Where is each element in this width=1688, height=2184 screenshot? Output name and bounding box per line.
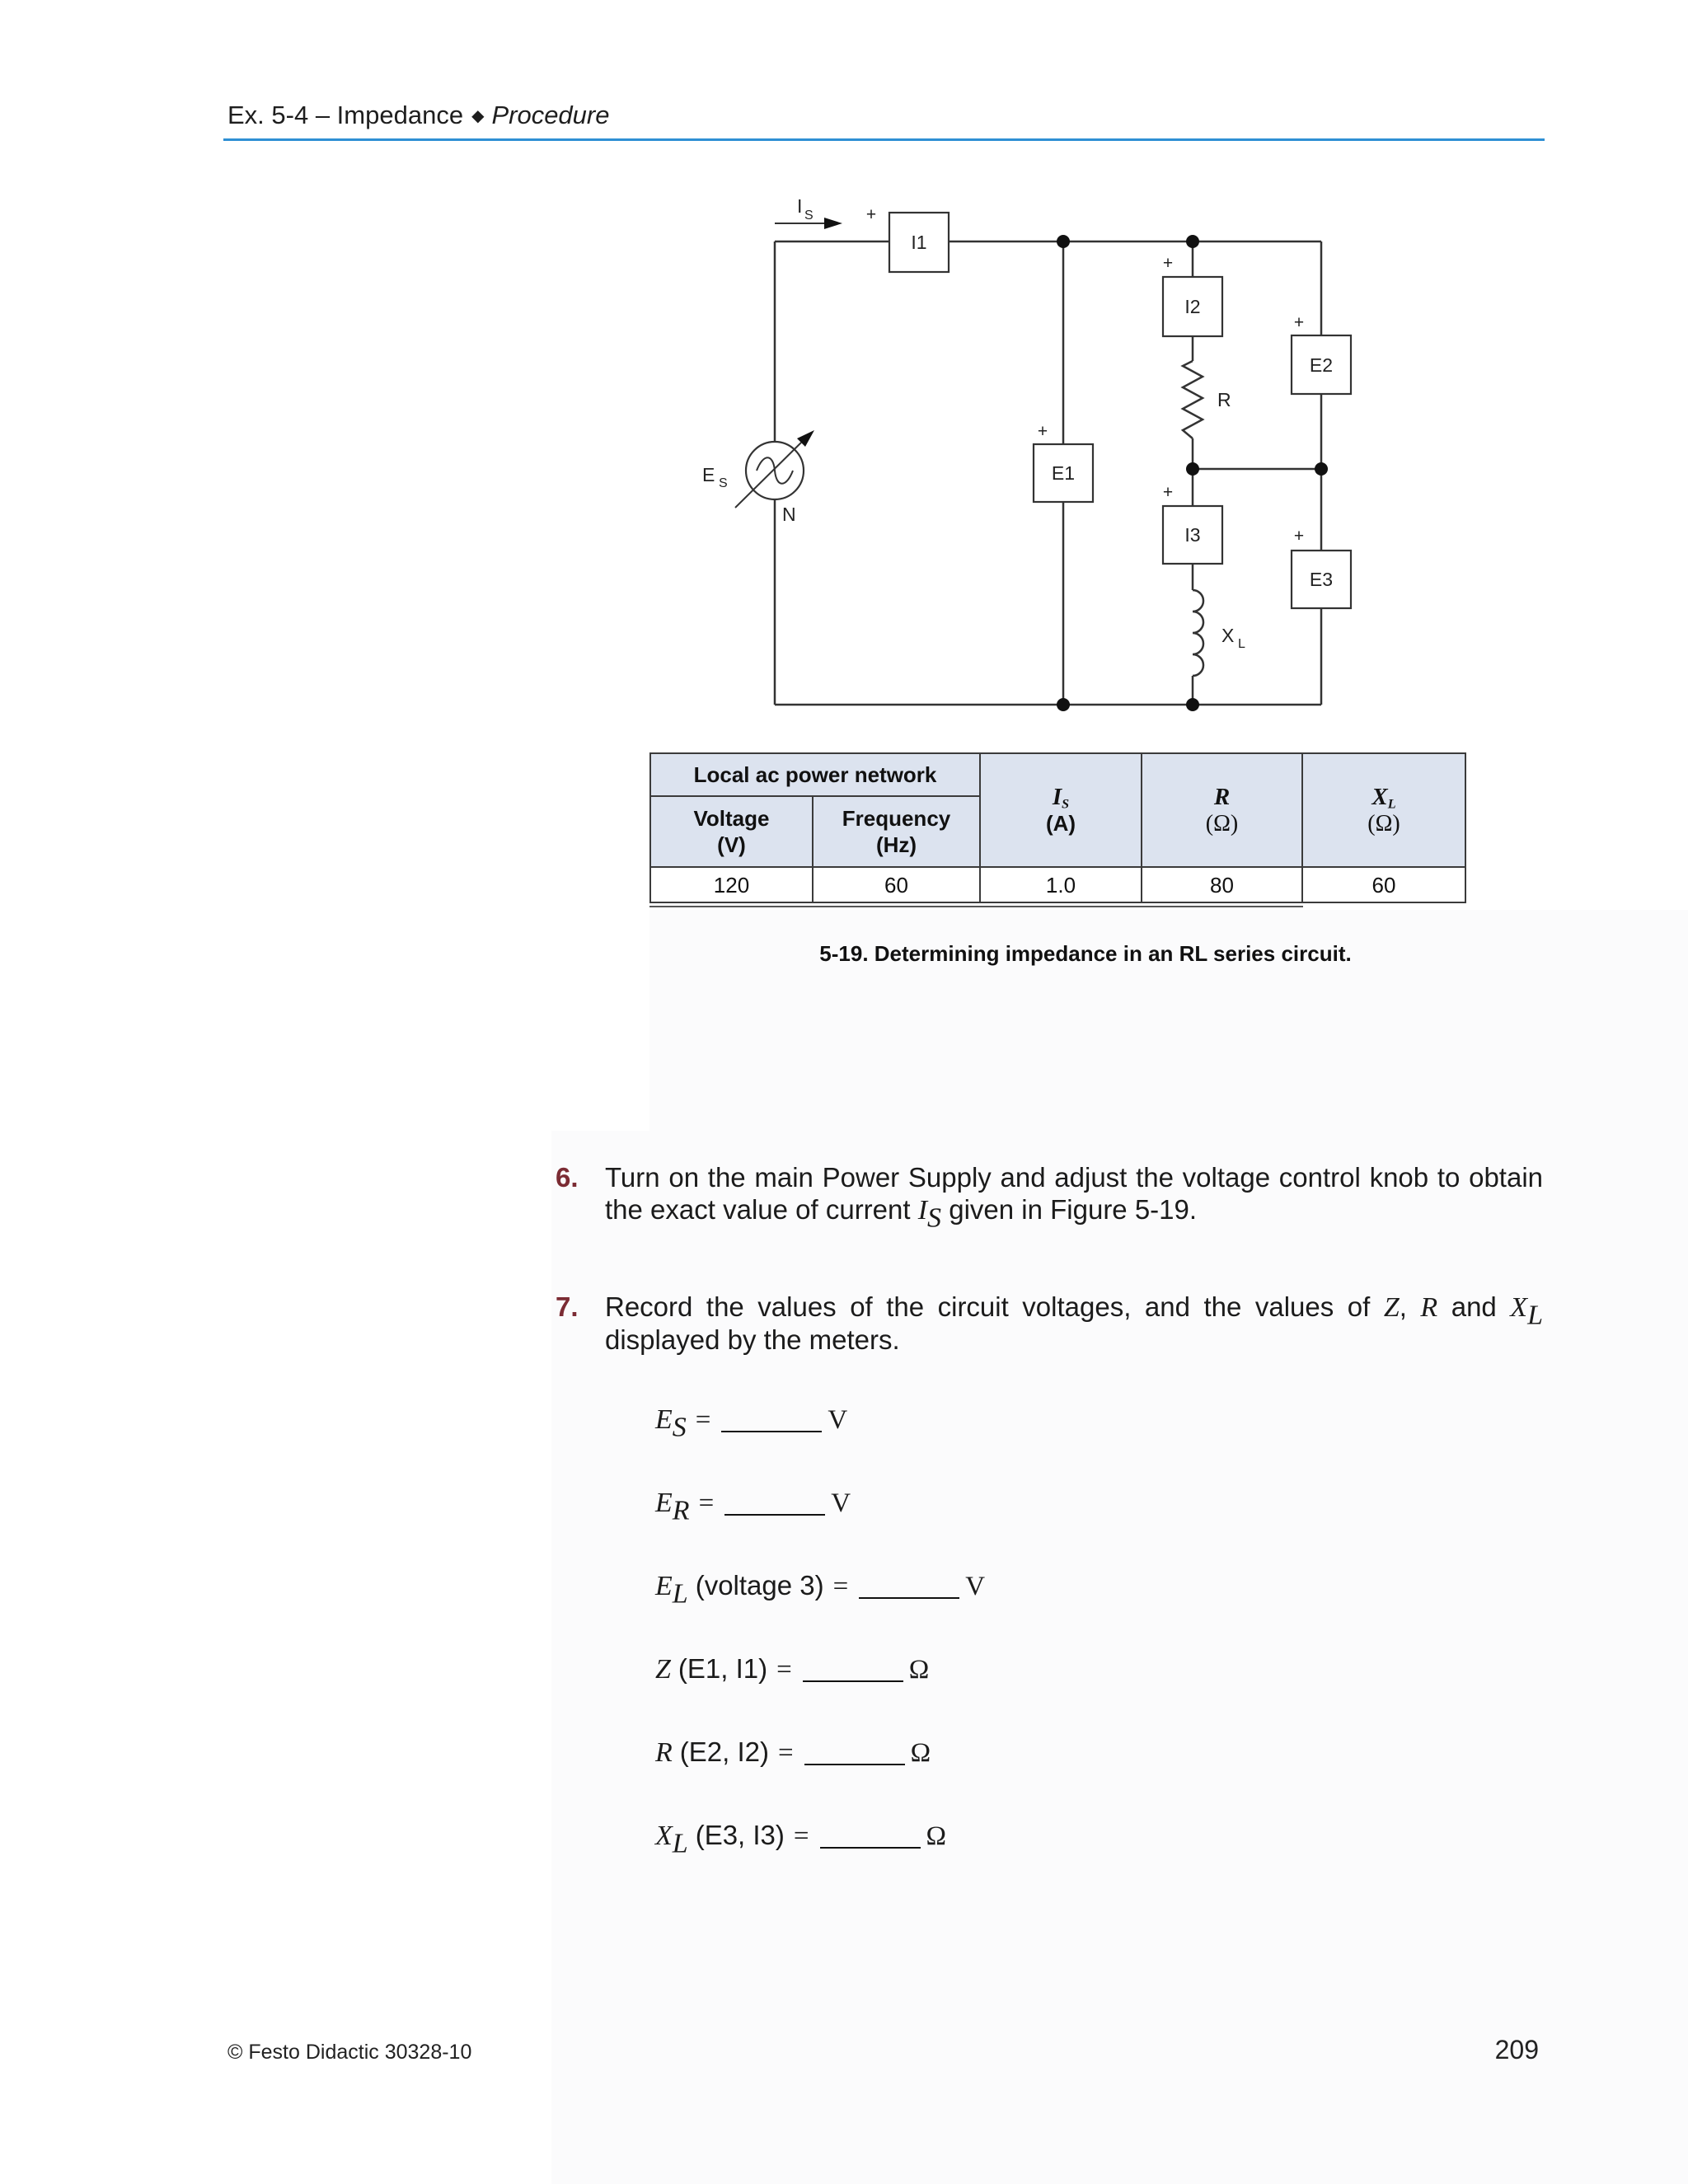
measurement-row-r — [655, 1736, 985, 1819]
parameter-table — [649, 752, 1466, 903]
meter-label-i3: I3 — [1184, 524, 1201, 546]
ac-source-symbol — [735, 430, 814, 508]
table-header-current — [980, 753, 1142, 867]
table-row — [650, 867, 1465, 902]
measurement-unit: V — [965, 1572, 986, 1601]
polarity-plus-e1: + — [1037, 422, 1048, 441]
meter-label-i1: I1 — [911, 232, 927, 253]
source-current-label-sub: S — [804, 209, 814, 223]
measurement-row-z — [655, 1652, 985, 1736]
header-unit: (Ω) — [1367, 810, 1400, 837]
header-symbol: X — [1372, 783, 1388, 810]
circuit-diagram — [676, 181, 1385, 725]
meter-label-i2: I2 — [1184, 296, 1201, 317]
step-text-part: displayed by the meters. — [605, 1324, 900, 1355]
inductor-symbol — [1193, 590, 1203, 676]
table-cell-reactance: 60 — [1302, 867, 1465, 902]
node-dot — [1186, 462, 1199, 476]
polarity-plus-i2: + — [1162, 254, 1174, 273]
inductor-label: X — [1221, 625, 1235, 646]
measurement-row-es — [655, 1403, 985, 1486]
meter-label-e2: E2 — [1309, 354, 1334, 376]
measurement-symbol-sub: S — [672, 1412, 687, 1443]
header-unit: (A) — [1045, 811, 1076, 836]
equals-sign: = — [793, 1821, 809, 1851]
measurement-label: (E2, I2) — [679, 1736, 769, 1767]
measurement-label: (E1, I1) — [678, 1653, 768, 1684]
measurement-row-el — [655, 1569, 985, 1652]
measurement-symbol: R — [655, 1737, 673, 1768]
header-unit: (Ω) — [1205, 810, 1239, 837]
symbol-current: I — [917, 1195, 928, 1226]
step-number: 6. — [556, 1162, 579, 1193]
step-text-part: and — [1437, 1291, 1511, 1322]
table-header-frequency — [813, 796, 980, 867]
step-text-part: , — [1399, 1291, 1421, 1322]
answer-blank — [721, 1431, 822, 1432]
symbol-resistance: R — [1420, 1292, 1438, 1323]
header-unit: (V) — [717, 832, 746, 857]
neutral-label: N — [782, 504, 796, 525]
measurement-symbol: X — [655, 1821, 673, 1851]
measurement-unit: Ω — [908, 1655, 930, 1685]
table-header-voltage — [650, 796, 813, 867]
arrowhead-icon — [824, 218, 842, 229]
node-dot — [1315, 462, 1328, 476]
measurement-unit: V — [828, 1405, 848, 1435]
table-bottom-rule — [649, 906, 1303, 907]
measurement-unit: Ω — [926, 1821, 947, 1851]
measurement-label: (E3, I3) — [695, 1820, 785, 1850]
polarity-plus-i3: + — [1162, 483, 1174, 502]
equals-sign: = — [776, 1655, 792, 1685]
step-number: 7. — [556, 1291, 579, 1322]
answer-blank — [803, 1680, 903, 1682]
meter-boxes — [889, 213, 1351, 608]
answer-blank — [804, 1764, 905, 1765]
table-cell-current: 1.0 — [980, 867, 1142, 902]
symbol-impedance: Z — [1383, 1292, 1400, 1323]
table-cell-resistance: 80 — [1142, 867, 1302, 902]
figure-caption: 5-19. Determining impedance in an RL series circuit. — [819, 941, 1352, 966]
header-symbol-sub: L — [1387, 797, 1396, 811]
resistor-symbol — [1183, 361, 1203, 438]
answer-blank — [724, 1514, 825, 1516]
measurement-list — [655, 1403, 985, 1902]
step-text-part: Turn on the main Power Supply and adjust the voltage control knob to obtain the exact value of current — [605, 1162, 1543, 1225]
symbol-reactance-sub: L — [1527, 1300, 1543, 1331]
table-header-reactance — [1302, 753, 1465, 867]
table-header-resistance — [1142, 753, 1302, 867]
node-dot — [1057, 235, 1070, 248]
step-text — [605, 1161, 1543, 1234]
header-rule — [223, 138, 1545, 141]
equals-sign: = — [698, 1488, 715, 1518]
measurement-symbol-sub: L — [672, 1578, 688, 1610]
diamond-icon: ◆ — [471, 105, 485, 125]
header-symbol: R — [1213, 783, 1231, 810]
resistor-label: R — [1217, 389, 1231, 410]
source-label-sub: S — [719, 476, 728, 490]
meter-label-e3: E3 — [1309, 569, 1334, 590]
measurement-symbol: E — [655, 1488, 673, 1518]
measurement-unit: Ω — [910, 1738, 931, 1768]
header-subsection: Procedure — [491, 101, 610, 129]
equals-sign: = — [695, 1405, 711, 1435]
step-7 — [556, 1291, 1543, 1356]
equals-sign: = — [777, 1738, 794, 1768]
header-unit: (Hz) — [875, 832, 917, 857]
answer-blank — [820, 1847, 921, 1849]
measurement-symbol-sub: L — [672, 1828, 688, 1859]
measurement-label: (voltage 3) — [695, 1570, 824, 1601]
measurement-symbol: E — [655, 1571, 673, 1601]
polarity-plus-i1: + — [865, 205, 877, 224]
page-shading — [551, 1131, 649, 2184]
header-section: Ex. 5-4 – Impedance — [227, 101, 464, 129]
step-6 — [556, 1161, 1543, 1234]
measurement-symbol: E — [655, 1404, 673, 1435]
measurement-unit: V — [831, 1488, 851, 1518]
header-label: Voltage — [693, 806, 770, 831]
table-cell-voltage: 120 — [650, 867, 813, 902]
table-group-header: Local ac power network — [650, 753, 980, 796]
step-text-part: Record the values of the circuit voltages, and the values of — [605, 1291, 1384, 1322]
measurement-row-xl — [655, 1819, 985, 1902]
polarity-plus-e3: + — [1293, 527, 1305, 546]
table-cell-frequency: 60 — [813, 867, 980, 902]
page-number: 209 — [1494, 2035, 1539, 2064]
polarity-plus-e2: + — [1293, 313, 1305, 332]
measurement-symbol: Z — [655, 1654, 671, 1685]
measurement-row-er — [655, 1486, 985, 1569]
inductor-label-sub: L — [1238, 637, 1245, 651]
header-symbol-sub: S — [1062, 797, 1070, 812]
equals-sign: = — [832, 1572, 849, 1601]
answer-blank — [859, 1597, 959, 1599]
header-label: Frequency — [842, 806, 951, 831]
node-dot — [1057, 698, 1070, 711]
step-text-part: given in Figure 5-19. — [941, 1194, 1198, 1225]
symbol-reactance: X — [1510, 1292, 1528, 1323]
measurement-symbol-sub: R — [672, 1495, 690, 1526]
meter-label-e1: E1 — [1051, 462, 1076, 484]
table-header-row — [650, 753, 1465, 796]
header-symbol: I — [1052, 784, 1062, 810]
running-header — [227, 101, 609, 133]
node-dot — [1186, 235, 1199, 248]
node-dot — [1186, 698, 1199, 711]
symbol-current-sub: S — [927, 1202, 942, 1234]
step-text — [605, 1291, 1543, 1356]
source-current-label: I — [797, 195, 803, 217]
source-label: E — [702, 464, 715, 485]
footer-copyright: © Festo Didactic 30328-10 — [227, 2041, 472, 2064]
